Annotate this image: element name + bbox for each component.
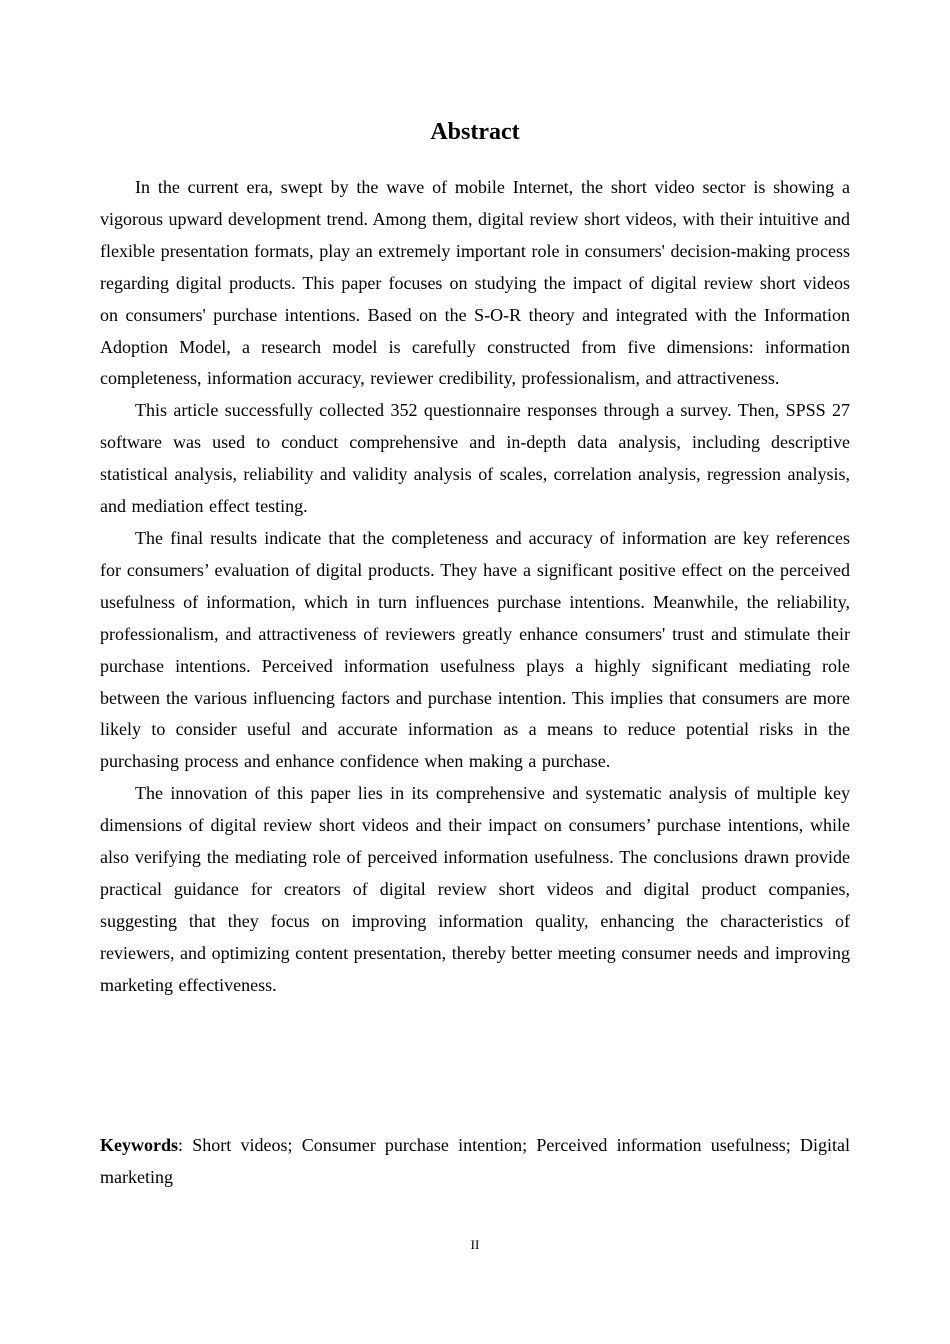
abstract-paragraph-1: In the current era, swept by the wave of mobile Internet, the short video sector is showing a vigorous upward development trend. Among them, digital review short videos, with their intuitive and flexible presentation formats, play an extremely important role in consumers' decision-making process regarding digital products. This paper focuses on studying the impact of digital review short videos on consumers' purchase intentions. Based on the S-O-R theory and integrated with the Information Adoption Model, a research model is carefully constructed from five dimensions: information completeness, information accuracy, reviewer credibility, professionalism, and attractiveness. [100, 177, 850, 389]
abstract-paragraph-3: The final results indicate that the completeness and accuracy of information are key references for consumers’ evaluation of digital products. They have a significant positive effect on the perceived usefulness of information, which in turn influences purchase intentions. Meanwhile, the reliability, professionalism, and attractiveness of reviewers greatly enhance consumers' trust and stimulate their purchase intentions. Perceived information usefulness plays a highly significant mediating role between the various influencing factors and purchase intention. This implies that consumers are more likely to consider useful and accurate information as a means to reduce potential risks in the purchasing process and enhance confidence when making a purchase. [100, 527, 850, 772]
abstract-body [100, 172, 850, 1002]
keywords-line [100, 1129, 850, 1193]
keywords-text: : Short videos; Consumer purchase intention; Perceived information usefulness; Digital marketing [100, 1135, 850, 1187]
abstract-paragraph-2: This article successfully collected 352 questionnaire responses through a survey. Then, SPSS 27 software was used to conduct comprehensive and in-depth data analysis, including descriptive statistical analysis, reliability and validity analysis of scales, correlation analysis, regression analysis, and mediation effect testing. [100, 400, 850, 517]
page-title: Abstract [430, 119, 520, 145]
page-number: II [470, 1237, 480, 1252]
keywords-label: Keywords [100, 1135, 178, 1155]
abstract-paragraph-4: The innovation of this paper lies in its comprehensive and systematic analysis of multiple key dimensions of digital review short videos and their impact on consumers’ purchase intentions, while also verifying the mediating role of perceived information usefulness. The conclusions drawn provide practical guidance for creators of digital review short videos and digital product companies, suggesting that they focus on improving information quality, enhancing the characteristics of reviewers, and optimizing content presentation, thereby better meeting consumer needs and improving marketing effectiveness. [100, 783, 850, 995]
